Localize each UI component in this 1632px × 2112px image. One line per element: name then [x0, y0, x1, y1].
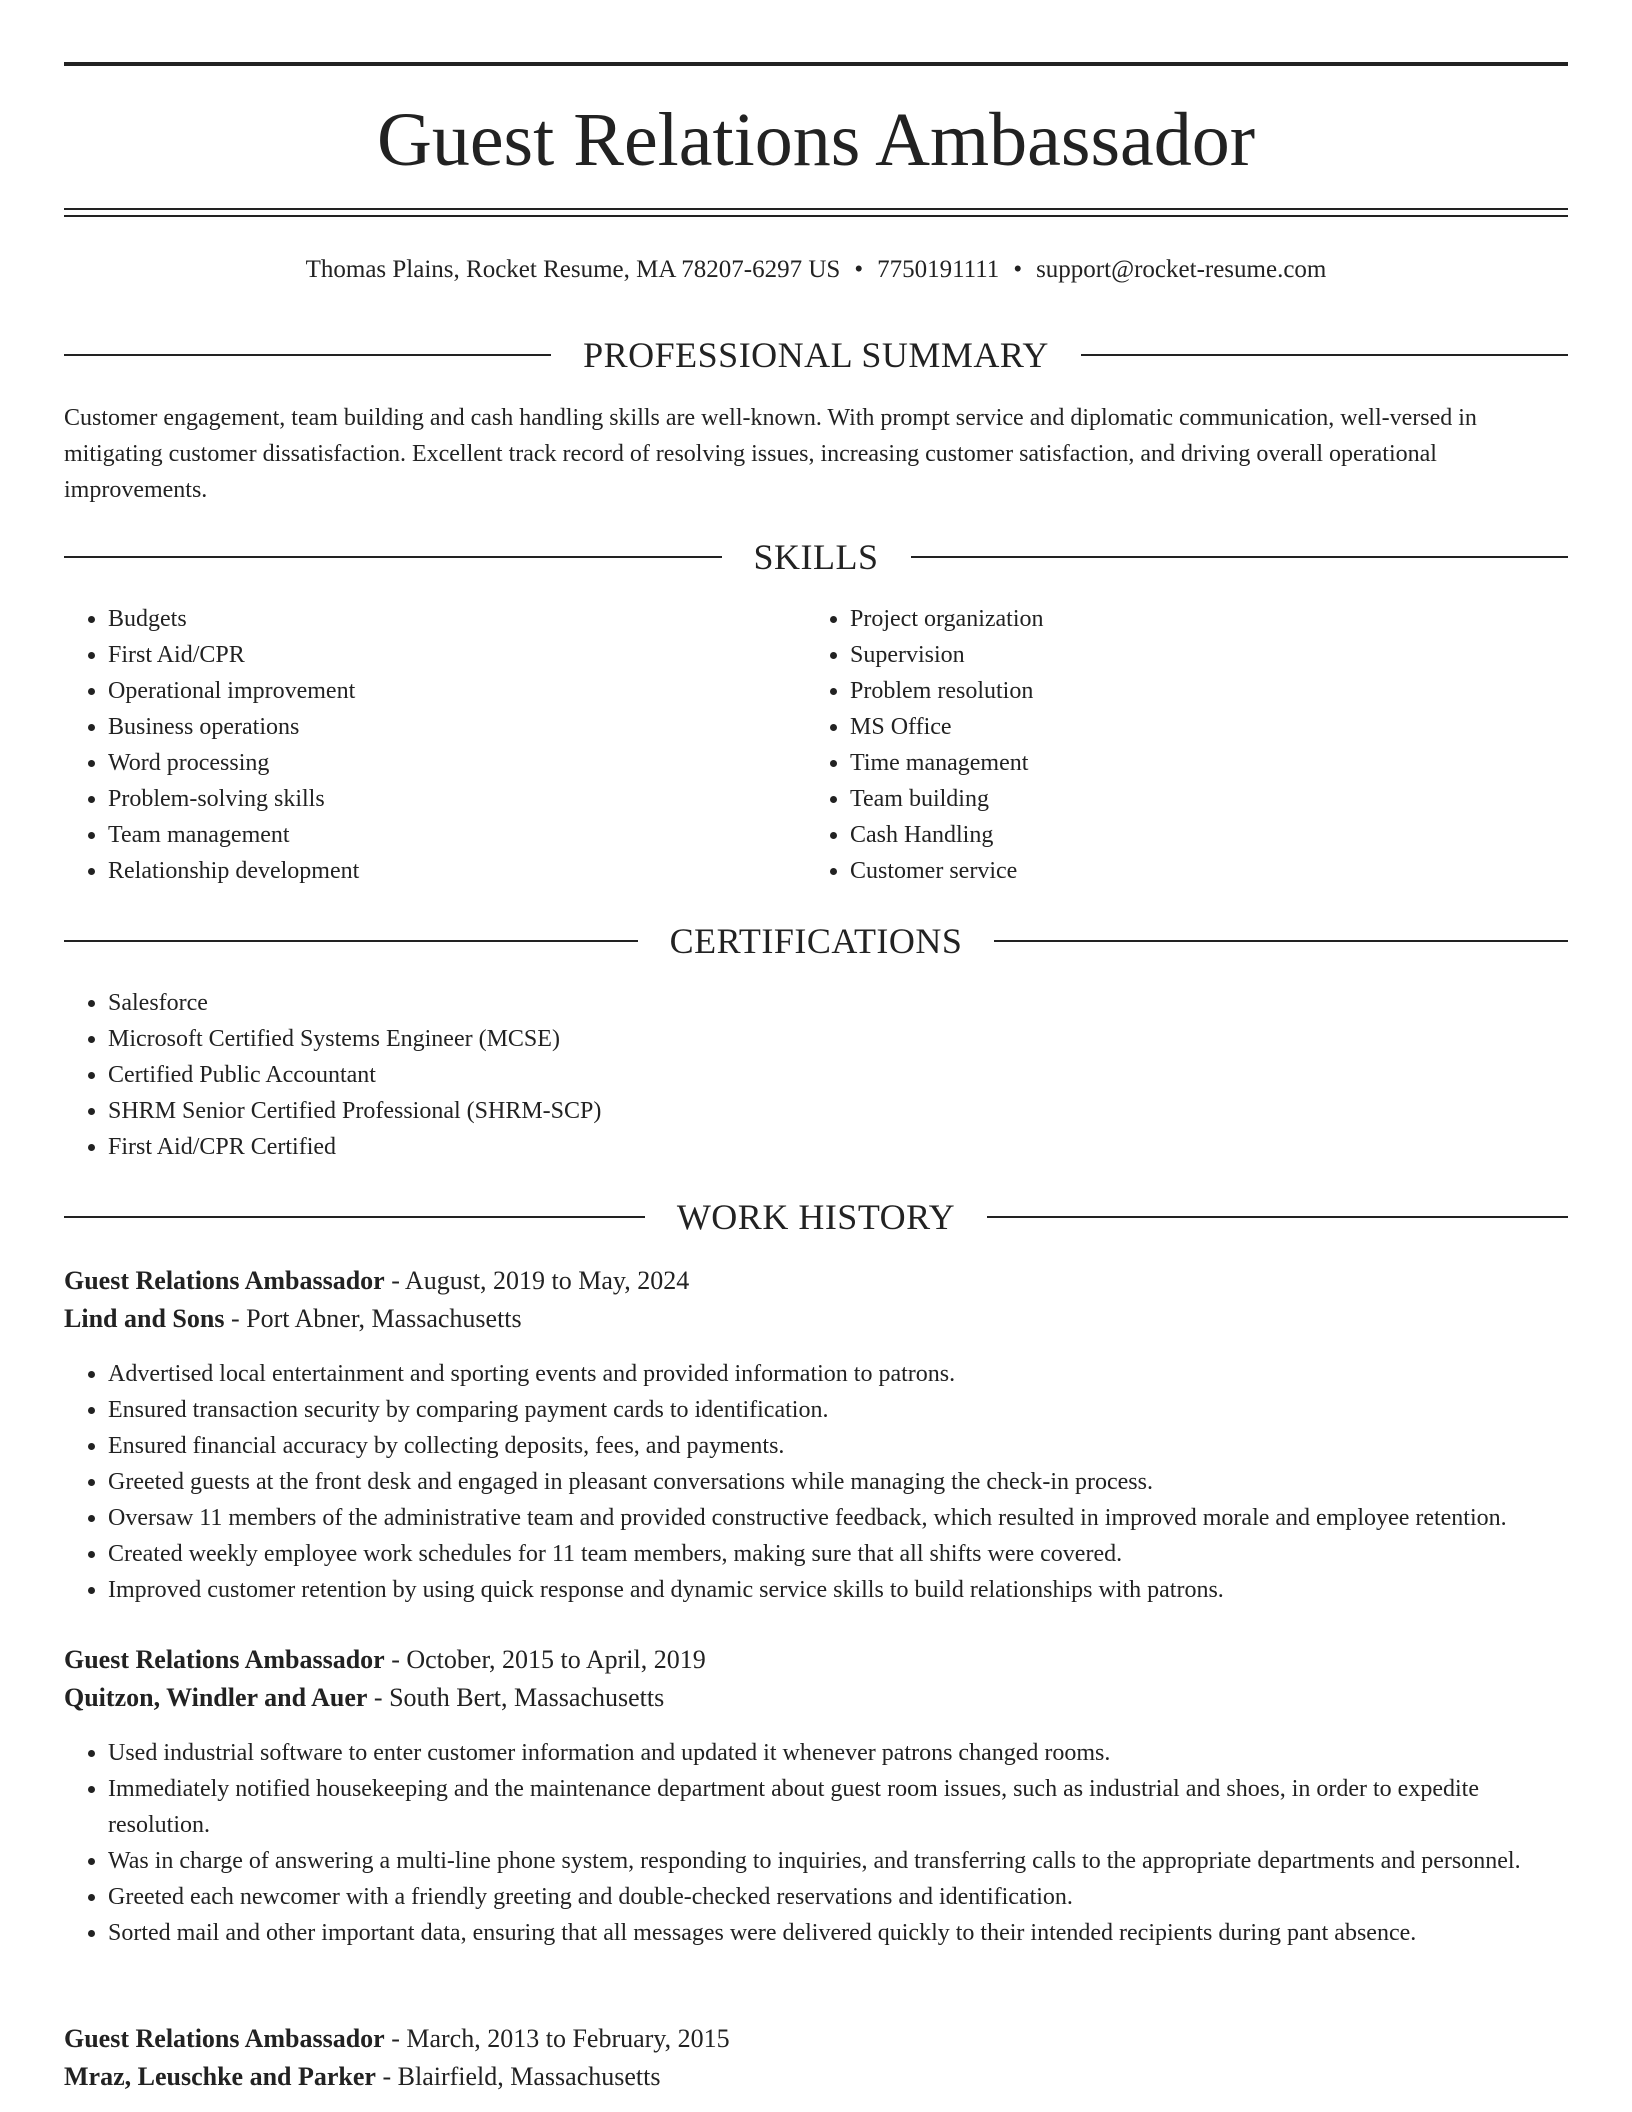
job-title: Guest Relations Ambassador	[64, 1266, 385, 1295]
list-item: • Supervision	[850, 637, 1550, 673]
section-title: SKILLS	[753, 537, 879, 577]
job-dates: - October, 2015 to April, 2019	[384, 1645, 706, 1674]
job-company: Quitzon, Windler and Auer	[64, 1683, 368, 1712]
list-item: • Certified Public Accountant	[108, 1057, 1568, 1093]
resume-name: Guest Relations Ambassador	[376, 98, 1256, 182]
job-title-line	[64, 2020, 1568, 2058]
contact-email: support@rocket-resume.com	[1036, 256, 1327, 283]
list-item: • Project organization	[850, 601, 1550, 637]
job-company-line	[64, 2058, 1568, 2096]
list-item: • MS Office	[850, 709, 1550, 745]
header-double-rule-lower	[64, 215, 1568, 217]
job-dates: - March, 2013 to February, 2015	[384, 2024, 730, 2053]
list-item: • Immediately notified housekeeping and the maintenance department about guest room issues, such as industrial and shoes, in order to expedite resolution.	[108, 1771, 1568, 1843]
skills-list-left	[64, 601, 808, 889]
job-location: - South Bert, Massachusetts	[367, 1683, 665, 1712]
list-item: • SHRM Senior Certified Professional (SHRM-SCP)	[108, 1093, 1568, 1129]
list-item: • Microsoft Certified Systems Engineer (MCSE)	[108, 1021, 1568, 1057]
list-item: • Business operations	[108, 709, 808, 745]
job-dates: - August, 2019 to May, 2024	[384, 1266, 690, 1295]
section-heading-work-history	[64, 1195, 1568, 1239]
list-item: • Customer service	[850, 853, 1550, 889]
header-top-rule	[64, 62, 1568, 66]
list-item: • Ensured financial accuracy by collecting deposits, fees, and payments.	[108, 1428, 1568, 1464]
heading-rule	[64, 556, 722, 558]
section-heading-summary	[64, 333, 1568, 377]
heading-rule	[911, 556, 1569, 558]
heading-rule	[64, 940, 638, 942]
job-title-line	[64, 1641, 1568, 1679]
list-item: • Time management	[850, 745, 1550, 781]
list-item: • First Aid/CPR	[108, 637, 808, 673]
list-item: • Was in charge of answering a multi-line phone system, responding to inquiries, and transferring calls to the appropriate departments and personnel.	[108, 1843, 1568, 1879]
job-company-line	[64, 1300, 1568, 1338]
heading-rule	[64, 354, 551, 356]
list-item: • Greeted guests at the front desk and engaged in pleasant conversations while managing the check-in process.	[108, 1464, 1568, 1500]
contact-separator: •	[854, 256, 864, 283]
list-item: • First Aid/CPR Certified	[108, 1129, 1568, 1165]
list-item: • Word processing	[108, 745, 808, 781]
job-location: - Blairfield, Massachusetts	[375, 2062, 661, 2091]
list-item: • Problem resolution	[850, 673, 1550, 709]
heading-rule	[64, 1216, 645, 1218]
list-item: • Problem-solving skills	[108, 781, 808, 817]
job-bullets	[64, 1735, 1568, 1951]
contact-address: Thomas Plains, Rocket Resume, MA 78207-6297 US	[305, 256, 841, 283]
list-item: • Sorted mail and other important data, ensuring that all messages were delivered quickly to their intended recipients during pant absence.	[108, 1915, 1568, 1951]
contact-phone: 7750191111	[877, 256, 1000, 283]
section-title: CERTIFICATIONS	[669, 921, 963, 961]
job-title-line	[64, 1262, 1568, 1300]
job-location: - Port Abner, Massachusetts	[224, 1304, 522, 1333]
list-item: • Cash Handling	[850, 817, 1550, 853]
job-title: Guest Relations Ambassador	[64, 2024, 385, 2053]
list-item: • Salesforce	[108, 985, 1568, 1021]
list-item: • Advertised local entertainment and sporting events and provided information to patrons.	[108, 1356, 1568, 1392]
section-title: WORK HISTORY	[676, 1197, 956, 1237]
section-title: PROFESSIONAL SUMMARY	[583, 335, 1049, 375]
header-double-rule-upper	[64, 208, 1568, 210]
job-company: Mraz, Leuschke and Parker	[64, 2062, 376, 2091]
list-item: • Budgets	[108, 601, 808, 637]
list-item: • Ensured transaction security by comparing payment cards to identification.	[108, 1392, 1568, 1428]
list-item: • Improved customer retention by using quick response and dynamic service skills to build relationships with patrons.	[108, 1572, 1568, 1608]
list-item: • Used industrial software to enter customer information and updated it whenever patrons changed rooms.	[108, 1735, 1568, 1771]
job-company-line	[64, 1679, 1568, 1717]
contact-line	[64, 253, 1568, 287]
job-title: Guest Relations Ambassador	[64, 1645, 385, 1674]
list-item: • Team management	[108, 817, 808, 853]
list-item: • Team building	[850, 781, 1550, 817]
list-item: • Greeted each newcomer with a friendly greeting and double-checked reservations and identification.	[108, 1879, 1568, 1915]
job-company: Lind and Sons	[64, 1304, 225, 1333]
list-item: • Created weekly employee work schedules for 11 team members, making sure that all shifts were covered.	[108, 1536, 1568, 1572]
list-item: • Relationship development	[108, 853, 808, 889]
section-heading-certifications	[64, 919, 1568, 963]
list-item: • Operational improvement	[108, 673, 808, 709]
heading-rule	[994, 940, 1568, 942]
section-heading-skills	[64, 535, 1568, 579]
summary-text: Customer engagement, team building and cash handling skills are well-known. With prompt service and diplomatic communication, well-versed in mitigating customer dissatisfaction. Excellent track record of resolving issues, increasing customer satisfaction, and driving overall operational improvements.	[64, 405, 1477, 503]
certifications-list	[64, 985, 1568, 1165]
job-bullets	[64, 1356, 1568, 1608]
list-item: • Oversaw 11 members of the administrative team and provided constructive feedback, which resulted in improved morale and employee retention.	[108, 1500, 1568, 1536]
heading-rule	[1081, 354, 1568, 356]
heading-rule	[987, 1216, 1568, 1218]
skills-list-right	[806, 601, 1550, 889]
contact-separator: •	[1013, 256, 1023, 283]
